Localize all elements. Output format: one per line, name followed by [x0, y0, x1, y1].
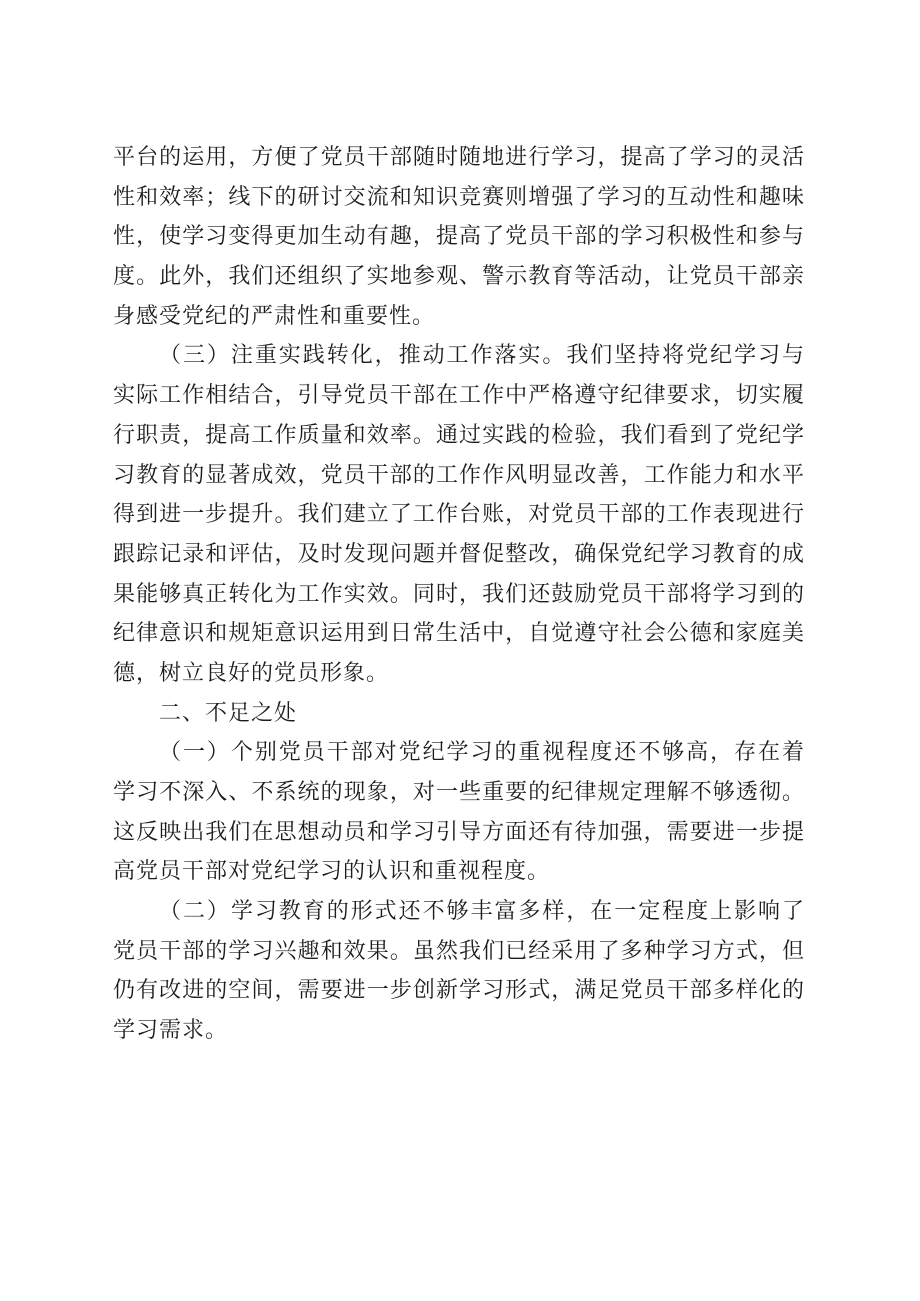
- text-line: （三）注重实践转化，推动工作落实。我们坚持将党纪学习与: [159, 343, 805, 369]
- text-line: 德，树立良好的党员形象。: [113, 660, 390, 686]
- text-line: 度。此外，我们还组织了实地参观、警示教育等活动，让党员干部亲: [113, 264, 805, 290]
- text-line: 身感受党纪的严肃性和重要性。: [113, 303, 436, 329]
- text-line: 学习不深入、不系统的现象，对一些重要的纪律规定理解不够透彻。: [113, 780, 805, 805]
- paragraph: [113, 733, 807, 892]
- text-line: 性，使学习变得更加生动有趣，提高了党员干部的学习积极性和参与: [113, 224, 805, 250]
- paragraph: [113, 892, 807, 1051]
- text-line: 习教育的显著成效，党员干部的工作作风明显改善，工作能力和水平: [113, 462, 805, 488]
- text-line: 仍有改进的空间，需要进一步创新学习形式，满足党员干部多样化的: [113, 978, 805, 1004]
- paragraph: [113, 336, 807, 693]
- text-line: 实际工作相结合，引导党员干部在工作中严格遵守纪律要求，切实履: [113, 383, 805, 409]
- section-heading: [113, 694, 807, 734]
- paragraph: [113, 138, 807, 336]
- text-line: 平台的运用，方便了党员干部随时随地进行学习，提高了学习的灵活: [113, 145, 805, 170]
- text-line: 这反映出我们在思想动员和学习引导方面还有待加强，需要进一步提: [113, 819, 805, 845]
- text-line: 学习需求。: [113, 1018, 229, 1044]
- text-line: 性和效率；线下的研讨交流和知识竞赛则增强了学习的互动性和趣味: [113, 184, 805, 210]
- text-line: 纪律意识和规矩意识运用到日常生活中，自觉遵守社会公德和家庭美: [113, 621, 805, 647]
- heading-text: 二、不足之处: [159, 700, 298, 726]
- text-line: 行职责，提高工作质量和效率。通过实践的检验，我们看到了党纪学: [113, 422, 805, 448]
- text-line: （一）个别党员干部对党纪学习的重视程度还不够高，存在着: [159, 740, 805, 766]
- text-line: 党员干部的学习兴趣和效果。虽然我们已经采用了多种学习方式，但: [113, 938, 805, 964]
- text-line: （二）学习教育的形式还不够丰富多样，在一定程度上影响了: [159, 899, 805, 925]
- text-line: 得到进一步提升。我们建立了工作台账，对党员干部的工作表现进行: [113, 502, 805, 528]
- text-line: 果能够真正转化为工作实效。同时，我们还鼓励党员干部将学习到的: [113, 581, 805, 607]
- document-page: [113, 138, 807, 1051]
- text-line: 跟踪记录和评估，及时发现问题并督促整改，确保党纪学习教育的成: [113, 541, 805, 567]
- text-line: 高党员干部对党纪学习的认识和重视程度。: [113, 859, 551, 885]
